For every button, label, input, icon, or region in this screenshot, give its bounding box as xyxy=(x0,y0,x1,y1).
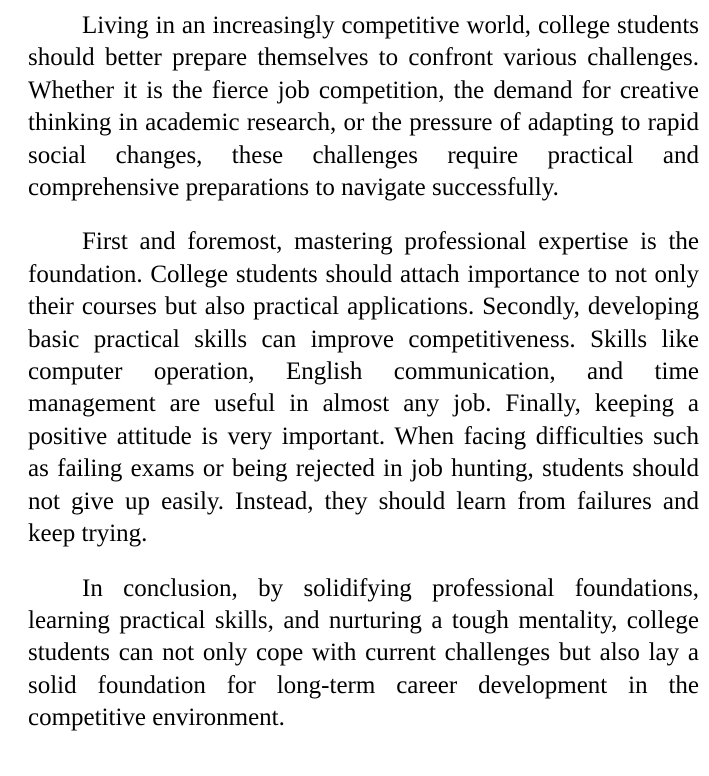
paragraph-conclusion: In conclusion, by solidifying professional foundations, learning practical skills, and nurturing a tough mentality, college students can not only cope with current challenges but also lay a solid foundation for long-term career development in the competitive environment. xyxy=(28,574,699,732)
paragraph-introduction: Living in an increasingly competitive world, college students should better prepare themselves to confront various challenges. Whether it is the fierce job competition, the demand for creative thinking in academic research, or the pressure of adapting to rapid social changes, these challenges require practical and comprehensive preparations to navigate successfully. xyxy=(28,12,699,202)
paragraph-body: First and foremost, mastering professional expertise is the foundation. College students should attach importance to not only their courses but also practical applications. Secondly, developing basic practical skills can improve competitiveness. Skills like computer operation, English communication, and time management are useful in almost any job. Finally, keeping a positive attitude is very important. When facing difficulties such as failing exams or being rejected in job hunting, students should not give up easily. Instead, they should learn from failures and keep trying. xyxy=(28,228,699,548)
